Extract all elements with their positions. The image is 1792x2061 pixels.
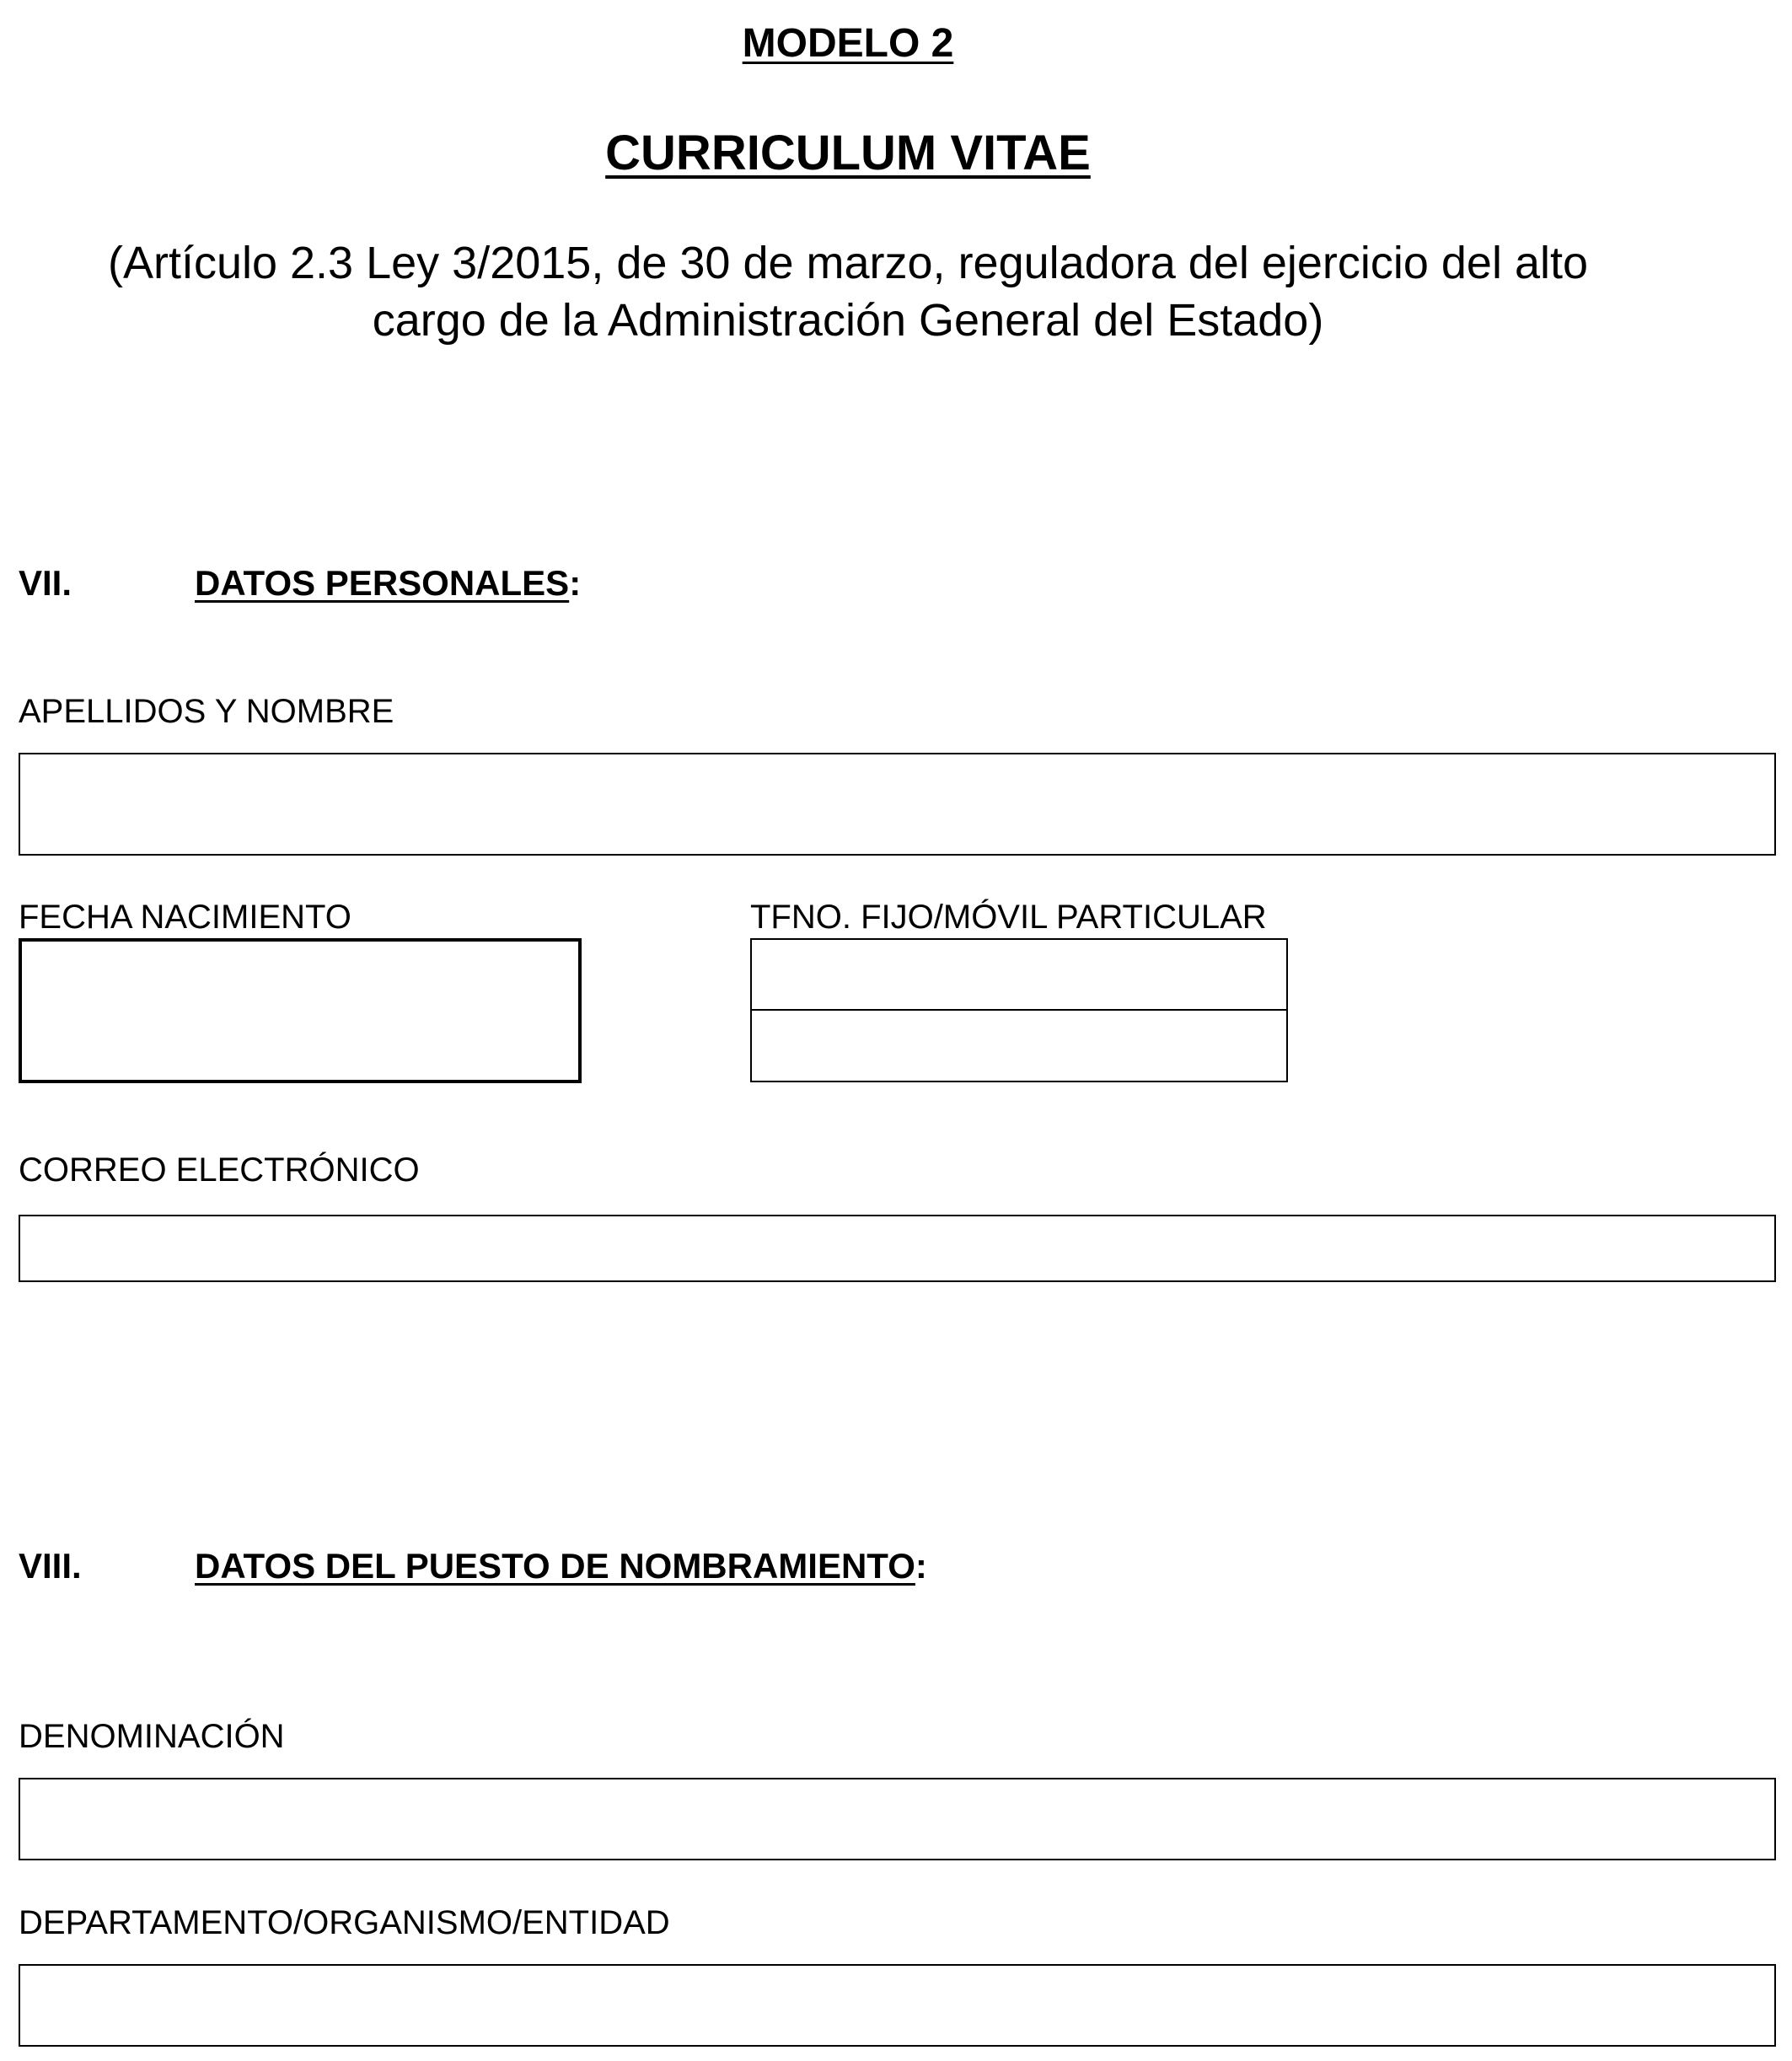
- section-vii-number: VII.: [19, 563, 72, 603]
- email-label: CORREO ELECTRÓNICO: [19, 1151, 420, 1189]
- document-subtitle: [0, 234, 1696, 349]
- section-vii-title: [195, 563, 581, 604]
- birth-date-field[interactable]: [19, 938, 582, 1083]
- mobile-phone-field[interactable]: [752, 1011, 1286, 1081]
- phone-field-group: [750, 938, 1288, 1082]
- name-label: APELLIDOS Y NOMBRE: [19, 693, 394, 730]
- department-label: DEPARTAMENTO/ORGANISMO/ENTIDAD: [19, 1904, 670, 1941]
- subtitle-line-1: (Artículo 2.3 Ley 3/2015, de 30 de marzo, reguladora del ejercicio del alto: [107, 238, 1589, 288]
- section-viii-title: [195, 1546, 927, 1586]
- denomination-field[interactable]: [19, 1778, 1776, 1860]
- subtitle-line-2: cargo de la Administración General del Estado): [372, 295, 1324, 346]
- department-field[interactable]: [19, 1964, 1776, 2047]
- landline-phone-field[interactable]: [752, 940, 1286, 1011]
- birth-date-label: FECHA NACIMIENTO: [19, 899, 351, 936]
- phone-label: TFNO. FIJO/MÓVIL PARTICULAR: [750, 899, 1267, 936]
- name-field[interactable]: [19, 753, 1776, 856]
- email-field[interactable]: [19, 1215, 1776, 1282]
- model-number: MODELO 2: [742, 21, 954, 66]
- section-viii-title-text: DATOS DEL PUESTO DE NOMBRAMIENTO: [195, 1546, 915, 1586]
- denomination-label: DENOMINACIÓN: [19, 1718, 285, 1755]
- section-vii-colon: :: [569, 563, 582, 603]
- section-viii-colon: :: [915, 1546, 927, 1586]
- document-title: CURRICULUM VITAE: [605, 126, 1091, 180]
- section-vii-title-text: DATOS PERSONALES: [195, 563, 570, 603]
- section-viii-number: VIII.: [19, 1546, 82, 1586]
